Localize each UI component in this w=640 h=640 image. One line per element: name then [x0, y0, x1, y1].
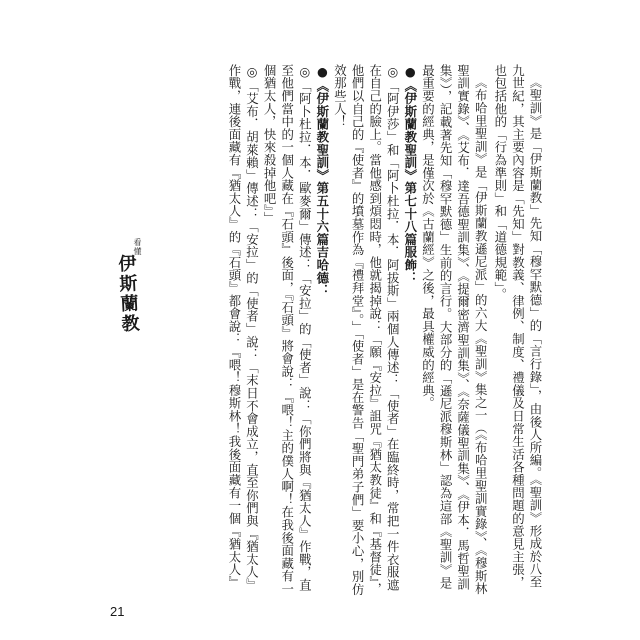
section-heading-clothing: ●《伊斯蘭教聖訓》第七十八篇服飾： [402, 64, 418, 285]
hadith-ibn-umar: ◎「阿卜杜拉．本．歐麥爾」傳述：「安拉」的「使者」說：「你們將與『猶太人』作戰，直至他們當中的一個人藏在『石頭』後面，『石頭』將會說：『喂！主的僕人啊！在我後面藏有一個猶太人，快來殺掉他吧』」 [262, 64, 313, 596]
running-head-title: 伊斯蘭教 [114, 253, 141, 335]
paragraph-definition: 《聖訓》是「伊斯蘭教」先知「穆罕默德」的「言行錄」，由後人所編。《聖訓》形成於八至九世紀，其主要內容是「先知」對教義、律例、制度、禮儀及日常生活各種問題的意見主張，也包括他的「行為準則」和「道德規範」。 [492, 64, 543, 589]
hadith-abu-hurairah: ◎「艾布．胡萊賴」傳述：「安拉」的「使者」說：「末日不會成立，直至你們與『猶太人』作戰，連後面藏有『猶太人』的『石頭』都會說：『喂！穆斯林！我後面藏有一個『猶太人』 [226, 64, 260, 592]
page-number: 21 [110, 604, 125, 619]
hadith-aisha: ◎「阿伊莎」和「阿卜杜拉．本．阿拔斯」兩個人傳述：「使者」在臨終時，常把一件衣服遮在自己的臉上。當他感到煩悶時，他就揭掉說：「願『安拉』詛咒『猶太教徒』和『基督徒』，他們以自己的『使者』的墳墓作為『禮拜堂』。」「使者」是在警告「聖門弟子們」要小心，別仿效那些人！ [332, 64, 401, 596]
section-heading-jihad: ●《伊斯蘭教聖訓》第五十六篇吉哈德： [314, 64, 330, 297]
main-text [176, 64, 544, 600]
running-head [112, 236, 152, 396]
running-head-small: 看懂 [133, 238, 142, 256]
paragraph-bukhari: 《布哈里聖訓》是「伊斯蘭教遜尼派」的六大《聖訓》集之一（《布哈里聖訓實錄》、《穆斯林聖訓實錄》、《艾布．達吾德聖訓集》、《提爾密濟聖訓集》、《奈薩儀聖訓集》、《伊本．馬哲聖訓集》），記載著先知「穆罕默德」生前的言行。大部分的「遜尼派穆斯林」認為這部《聖訓》是最重要的經典，是僅次於《古蘭經》之後，最具權威的經典。 [420, 64, 489, 596]
